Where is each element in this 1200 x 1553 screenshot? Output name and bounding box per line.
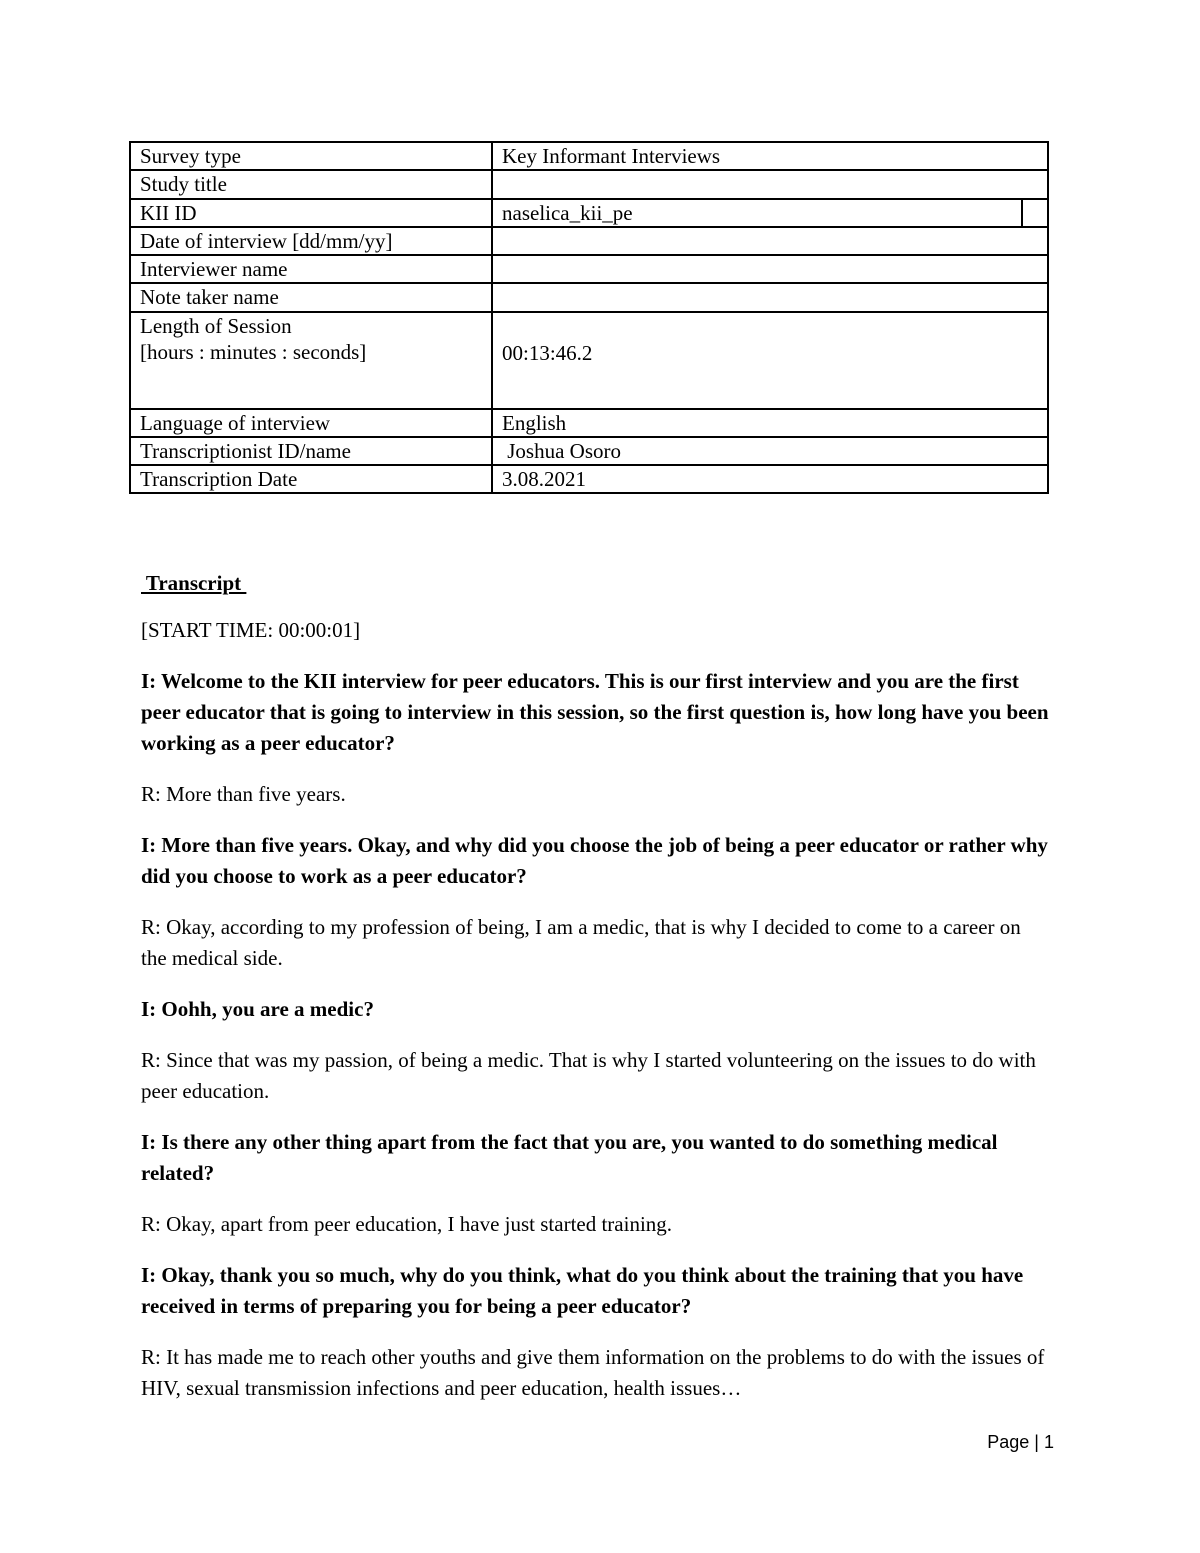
respondent-answer: R: More than five years. <box>141 782 346 806</box>
meta-value: Key Informant Interviews <box>492 142 1048 170</box>
interviewer-question: I: Oohh, you are a medic? <box>141 997 374 1021</box>
respondent-answer: R: It has made me to reach other youths and give them information on the problems to do with the issues of HIV, sexual transmission infections and peer education, health issues… <box>141 1345 1045 1400</box>
meta-label: Transcription Date <box>130 465 492 493</box>
meta-row-kii-id <box>130 199 1048 227</box>
start-time: [START TIME: 00:00:01] <box>141 618 361 642</box>
meta-row-study-title <box>130 170 1048 198</box>
meta-label: Language of interview <box>130 409 492 437</box>
interview-metadata-table <box>129 141 1049 494</box>
meta-value: naselica_kii_pe <box>502 200 633 225</box>
meta-value: 00:13:46.2 <box>492 312 1048 409</box>
meta-value: Joshua Osoro <box>492 437 1048 465</box>
interviewer-question: I: Is there any other thing apart from the fact that you are, you wanted to do something medical related? <box>141 1130 998 1185</box>
meta-label: Length of Session <box>140 313 292 338</box>
meta-label: Date of interview [dd/mm/yy] <box>130 227 492 255</box>
meta-label: Note taker name <box>130 283 492 311</box>
meta-value <box>492 283 1048 311</box>
meta-label: Study title <box>130 170 492 198</box>
meta-value-cell <box>492 199 1048 227</box>
meta-row-transcriptionist <box>130 437 1048 465</box>
interviewer-question: I: Welcome to the KII interview for peer educators. This is our first interview and you are the first peer educator that is going to interview in this session, so the first question is, how long have you been working as a peer educator? <box>141 669 1049 755</box>
meta-row-note-taker-name <box>130 283 1048 311</box>
meta-value <box>492 255 1048 283</box>
respondent-answer: R: Okay, according to my profession of being, I am a medic, that is why I decided to come to a career on the medical side. <box>141 915 1021 970</box>
meta-row-transcription-date <box>130 465 1048 493</box>
transcript-section <box>141 568 1051 1424</box>
transcript-heading: Transcript <box>141 571 247 595</box>
meta-row-language <box>130 409 1048 437</box>
meta-label: Interviewer name <box>130 255 492 283</box>
meta-row-survey-type <box>130 142 1048 170</box>
meta-value <box>492 170 1048 198</box>
meta-row-date-of-interview <box>130 227 1048 255</box>
meta-value: 3.08.2021 <box>492 465 1048 493</box>
meta-label-cell <box>130 312 492 409</box>
meta-value: English <box>492 409 1048 437</box>
interviewer-question: I: More than five years. Okay, and why did you choose the job of being a peer educator or rather why did you choose to work as a peer educator? <box>141 833 1048 888</box>
interviewer-question: I: Okay, thank you so much, why do you think, what do you think about the training that you have received in terms of preparing you for being a peer educator? <box>141 1263 1024 1318</box>
meta-label: Transcriptionist ID/name <box>130 437 492 465</box>
meta-label: KII ID <box>130 199 492 227</box>
respondent-answer: R: Since that was my passion, of being a medic. That is why I started volunteering on the issues to do with peer education. <box>141 1048 1036 1103</box>
respondent-answer: R: Okay, apart from peer education, I have just started training. <box>141 1212 673 1236</box>
meta-label-units: [hours : minutes : seconds] <box>140 339 367 364</box>
meta-row-interviewer-name <box>130 255 1048 283</box>
meta-label: Survey type <box>130 142 492 170</box>
meta-value <box>492 227 1048 255</box>
meta-row-length-of-session <box>130 312 1048 409</box>
cell-divider <box>1021 200 1023 226</box>
page-number: Page | 1 <box>987 1432 1054 1452</box>
